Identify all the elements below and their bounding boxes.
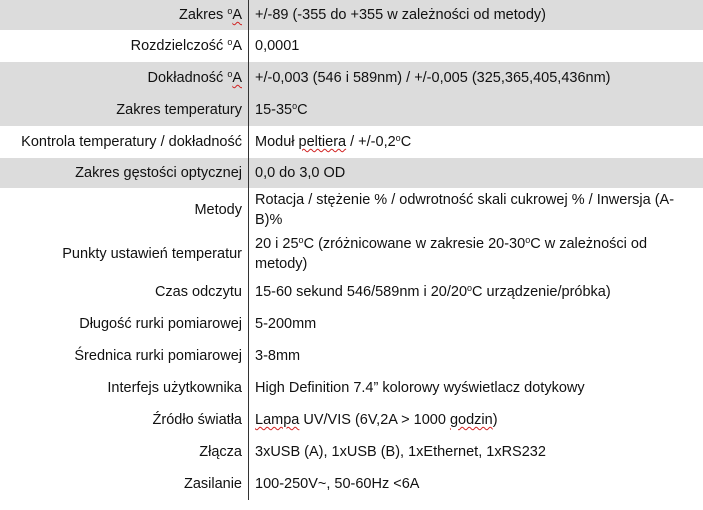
text-segment: Dokładność [147,70,228,86]
text-segment: 20 i 25 [255,236,299,252]
text-segment: +/-0,003 (546 i 589nm) / +/-0,005 (325,365,405,436nm) [255,70,611,86]
superscript-degree: o [227,69,233,79]
spec-value [249,94,703,126]
spec-value [249,340,703,372]
spec-row [0,30,703,62]
spellcheck-word: A [232,70,242,86]
spec-value [249,158,703,188]
spec-value [249,308,703,340]
spec-label [0,126,249,158]
text-segment: +/-89 (-355 do +355 w zależności od metody) [255,7,546,23]
spec-value [249,126,703,158]
spellcheck-word: A [232,7,242,23]
text-segment: C (zróżnicowane w zakresie 20-30 [303,236,526,252]
spellcheck-word: godzin [449,412,493,428]
text-segment: Rotacja / stężenie % / odwrotność skali cukrowej % / Inwersja (A-B)% [255,192,675,228]
spec-row [0,0,703,30]
spec-row [0,308,703,340]
superscript-degree: o [227,37,233,47]
text-segment: 100-250V~, 50-60Hz <6A [255,476,420,492]
text-segment: Kontrola temperatury / dokładność [21,134,242,150]
spec-value [249,62,703,94]
text-segment: / +/-0,2 [346,134,396,150]
text-segment: Zakres [178,7,228,23]
superscript-degree: o [525,235,531,245]
text-segment: C w zależności od metody) [255,236,648,272]
spec-row [0,436,703,468]
spec-label [0,436,249,468]
superscript-degree: o [395,133,401,143]
text-segment: Metody [194,202,242,218]
spec-row [0,276,703,308]
spec-label [0,468,249,500]
spec-row [0,232,703,276]
text-segment: 15-35 [255,102,293,118]
text-segment: Rozdzielczość [130,38,228,54]
text-segment: Źródło światła [152,412,242,428]
spec-label [0,30,249,62]
spec-row [0,404,703,436]
spec-label [0,188,249,232]
superscript-degree: o [467,283,473,293]
spec-label [0,340,249,372]
spec-row [0,340,703,372]
text-segment: 0,0 do 3,0 OD [255,165,346,181]
spec-value [249,468,703,500]
text-segment: Zasilanie [183,476,242,492]
spec-label [0,372,249,404]
spec-label [0,404,249,436]
text-segment: UV/VIS (6V,2A > 1000 [299,412,450,428]
spec-row [0,158,703,188]
superscript-degree: o [227,6,233,16]
spec-label [0,94,249,126]
spec-label [0,158,249,188]
superscript-degree: o [298,235,304,245]
spec-row [0,188,703,232]
text-segment: 3-8mm [255,348,301,364]
spec-value [249,232,703,276]
text-segment: Czas odczytu [154,284,242,300]
spec-value [249,0,703,30]
spec-value [249,436,703,468]
spec-row [0,372,703,404]
text-segment: C urządzenie/próbka) [472,284,611,300]
spec-label [0,276,249,308]
text-segment: C [297,102,308,118]
text-segment: Punkty ustawień temperatur [62,246,242,262]
text-segment: Zakres temperatury [116,102,242,118]
spec-label [0,308,249,340]
spellcheck-word: peltiera [298,134,347,150]
text-segment: Interfejs użytkownika [107,380,242,396]
spec-label [0,0,249,30]
text-segment: 5-200mm [255,316,317,332]
spec-row [0,468,703,500]
spec-value [249,404,703,436]
text-segment: 0,0001 [255,38,300,54]
text-segment: 3xUSB (A), 1xUSB (B), 1xEthernet, 1xRS232 [255,444,546,460]
spec-row [0,62,703,94]
text-segment: High Definition 7.4” kolorowy wyświetlacz dotykowy [255,380,585,396]
text-segment: Średnica rurki pomiarowej [74,348,242,364]
spec-value [249,372,703,404]
spec-row [0,94,703,126]
spec-row [0,126,703,158]
text-segment: Moduł [255,134,299,150]
text-segment: Zakres gęstości optycznej [75,165,242,181]
spec-value [249,276,703,308]
text-segment: Złącza [199,444,242,460]
text-segment: C [400,134,412,150]
spec-value [249,30,703,62]
spec-value [249,188,703,232]
text-segment: 15-60 sekund 546/589nm i 20/20 [255,284,468,300]
text-segment: ) [492,412,498,428]
text-segment: Długość rurki pomiarowej [79,316,242,332]
spec-label [0,62,249,94]
superscript-degree: o [292,101,298,111]
spellcheck-word: Lampa [255,412,300,428]
text-segment: A [232,38,242,54]
spec-label [0,232,249,276]
